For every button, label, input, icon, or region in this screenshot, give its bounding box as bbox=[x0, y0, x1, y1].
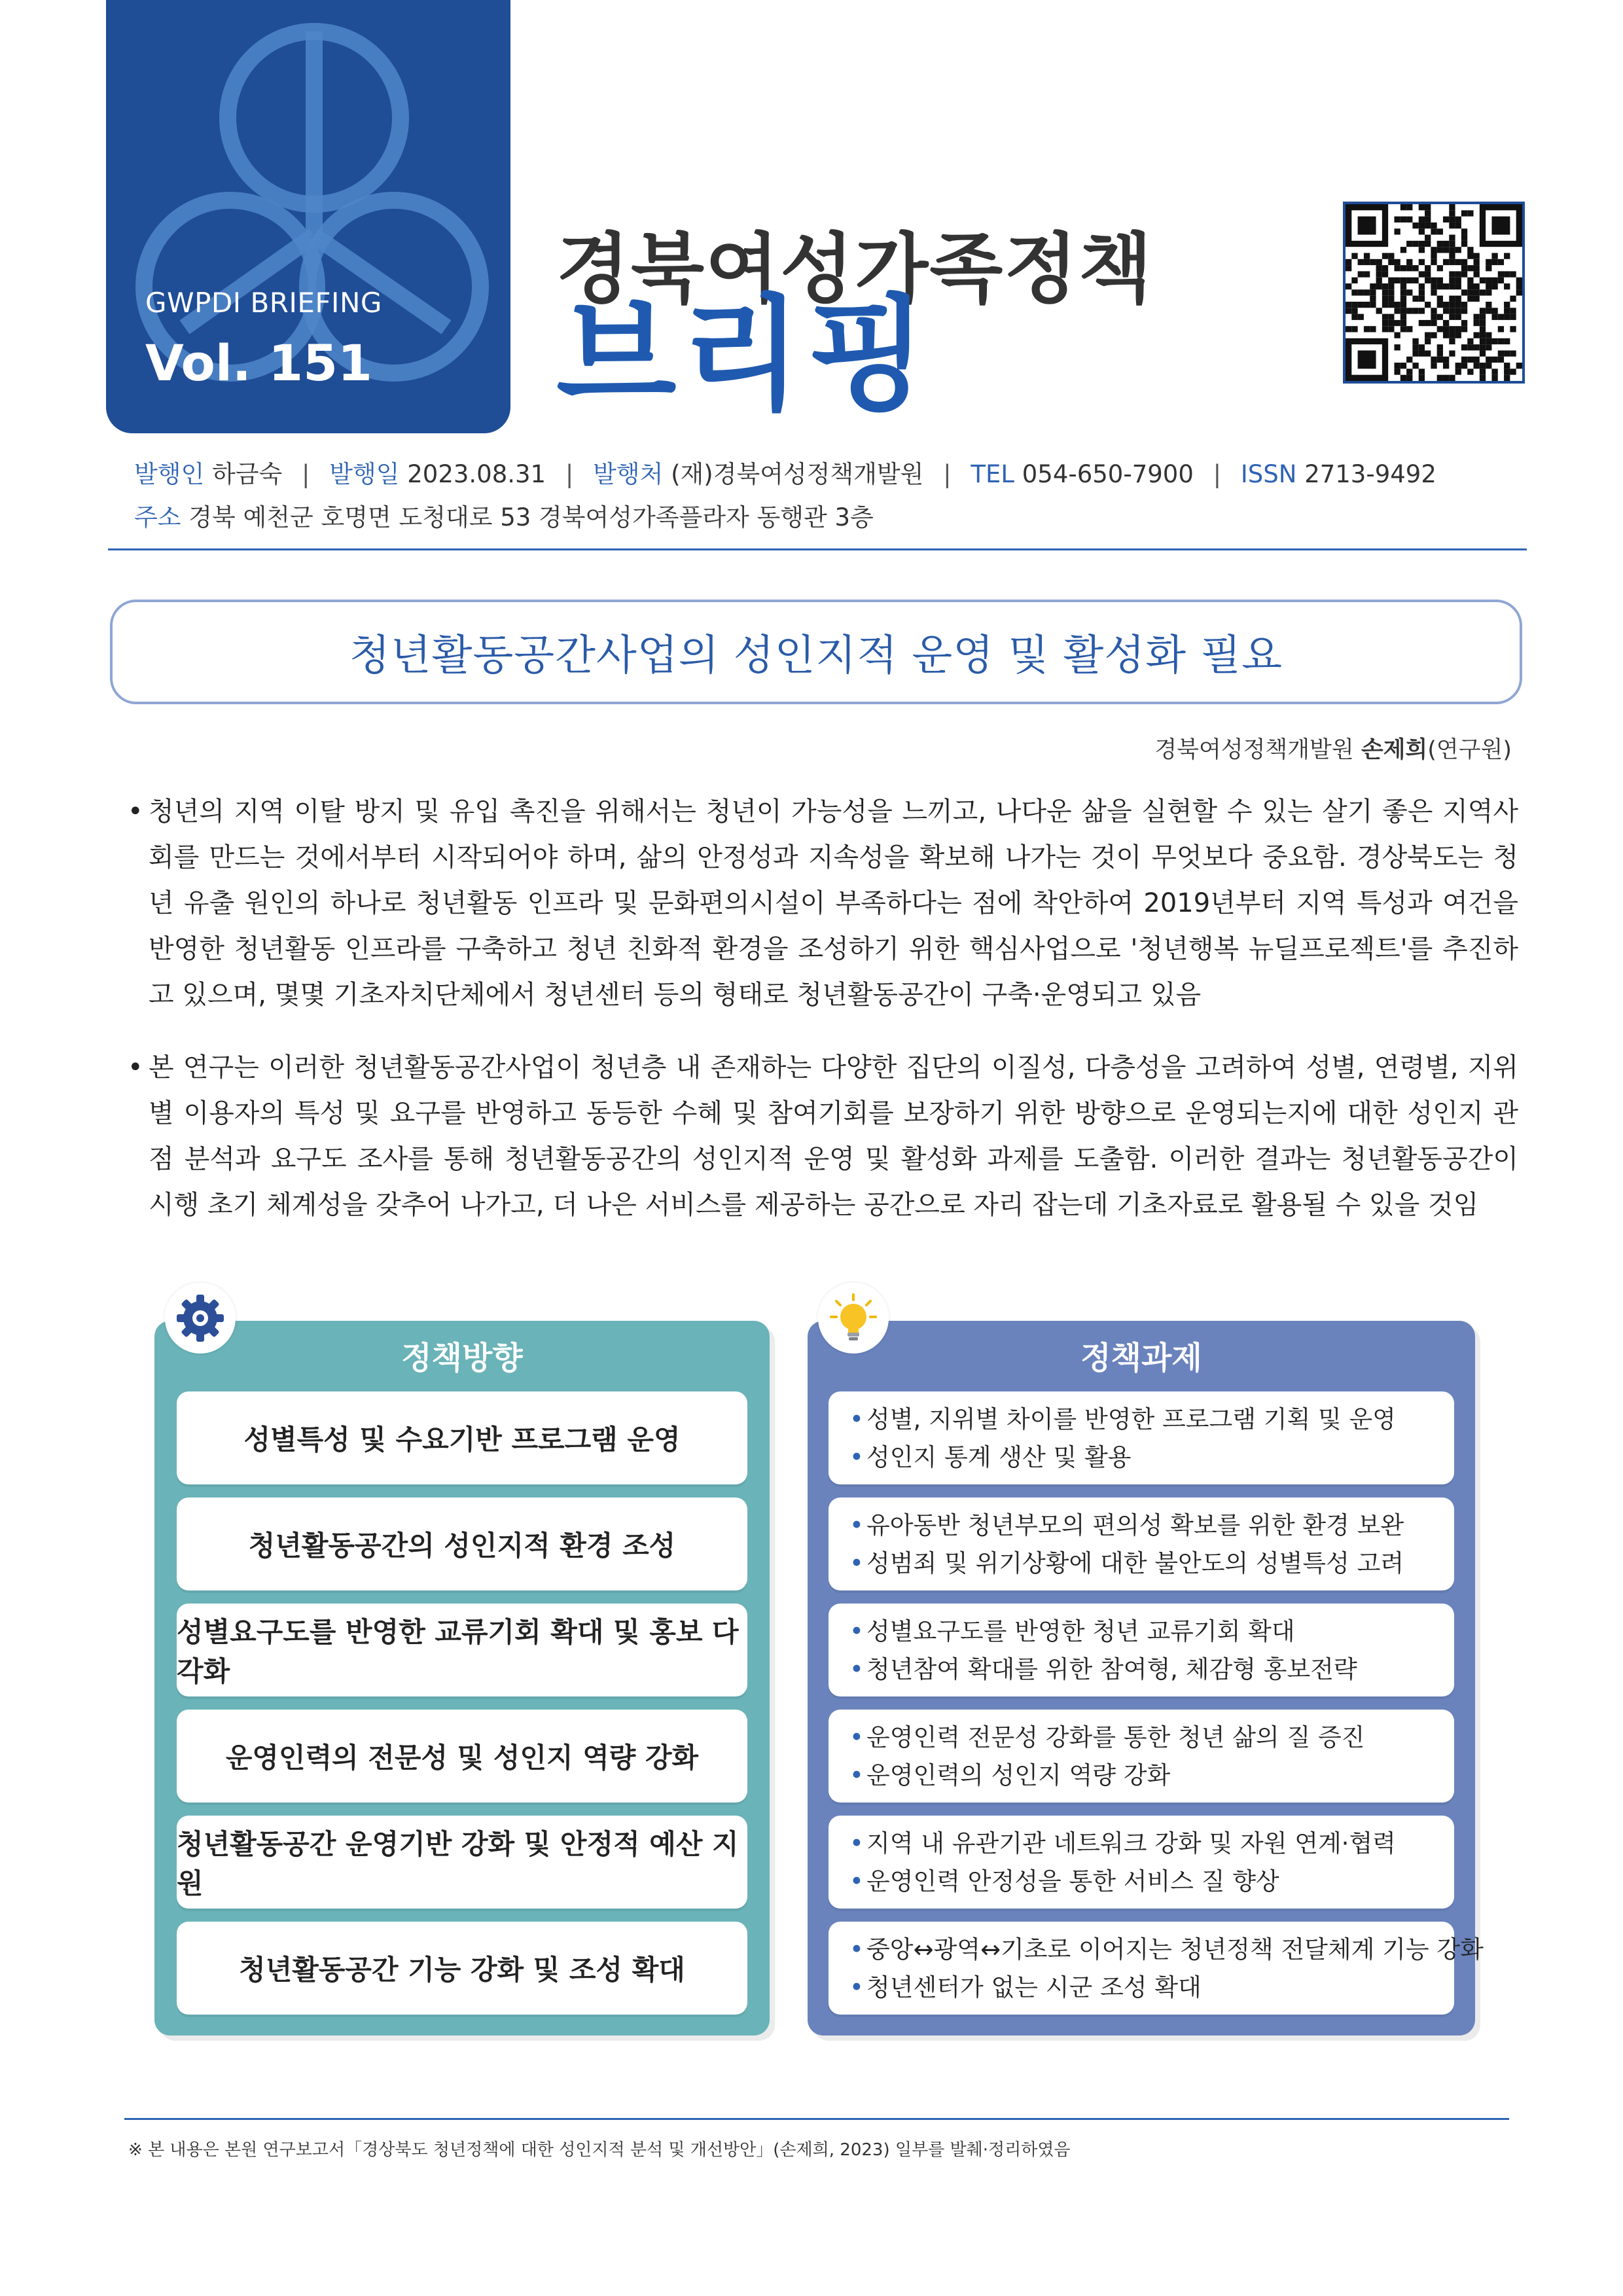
directions-title: 정책방향 bbox=[401, 1339, 523, 1376]
task-item: • 청년센터가 없는 시군 조성 확대 bbox=[853, 1969, 1454, 2007]
direction-item: 성별요구도를 반영한 교류기회 확대 및 홍보 다각화 bbox=[177, 1604, 747, 1696]
publication-meta bbox=[134, 454, 1436, 490]
summary-bullet: • 청년의 지역 이탈 방지 및 유입 촉진을 위해서는 청년이 가능성을 느끼고, 나다운 삶을 실현할 수 있는 살기 좋은 지역사회를 만드는 것에서부터 시작되어야 하며, 삶의 안정성과 지속성을 확보해 나가는 것이 무엇보다 중요함. 경상북도는 청년 유출 원인의 하나로 청년활동 인프라 및 문화편의시설이 부족하다는 점에 착안하여 2019년부터 지역 특성과 여건을 반영한 청년활동 인프라를 구축하고 청년 친화적 환경을 조성하기 위한 핵심사업으로 '청년행복 뉴딜프로젝트'를 추진하고 있으며, 몇몇 기초자치단체에서 청년센터 등의 형태로 청년활동공간이 구축·운영되고 있음 bbox=[128, 789, 1518, 1018]
policy-directions-panel bbox=[154, 1321, 770, 2036]
task-item: • 성범죄 및 위기상황에 대한 불안도의 성별특성 고려 bbox=[853, 1545, 1454, 1583]
date-label: 발행일 bbox=[329, 460, 400, 488]
issuer-label: 발행처 bbox=[593, 460, 664, 488]
issn-value: 2713-9492 bbox=[1304, 460, 1436, 488]
footer-divider bbox=[124, 2118, 1509, 2120]
qr-code-graphic bbox=[1346, 204, 1522, 381]
separator: | bbox=[943, 460, 952, 488]
task-item: • 성인지 통계 생산 및 활용 bbox=[853, 1439, 1454, 1477]
footnote: ※ 본 내용은 본원 연구보고서「경상북도 청년정책에 대한 성인지적 분석 및 개선방안」(손제희, 2023) 일부를 발췌·정리하였음 bbox=[128, 2140, 1071, 2160]
tel-label: TEL bbox=[971, 460, 1014, 488]
briefing-label: GWPDI BRIEFING bbox=[145, 287, 382, 319]
task-item: • 청년참여 확대를 위한 참여형, 체감형 홍보전략 bbox=[853, 1651, 1454, 1689]
task-item: • 성별요구도를 반영한 청년 교류기회 확대 bbox=[853, 1613, 1454, 1651]
byline bbox=[1154, 732, 1512, 764]
task-group bbox=[829, 1391, 1454, 1484]
direction-item: 성별특성 및 수요기반 프로그램 운영 bbox=[177, 1391, 747, 1484]
policy-tasks-panel bbox=[808, 1321, 1484, 2036]
address-value: 경북 예천군 호명면 도청대로 53 경북여성가족플라자 동행관 3층 bbox=[188, 503, 874, 531]
address-line bbox=[134, 497, 874, 533]
separator: | bbox=[1213, 460, 1222, 488]
task-item: • 운영인력 전문성 강화를 통한 청년 삶의 질 증진 bbox=[853, 1719, 1454, 1757]
tasks-icon-badge bbox=[818, 1283, 889, 1354]
task-group bbox=[829, 1922, 1484, 2015]
issn-label: ISSN bbox=[1240, 460, 1297, 488]
byline-role: (연구원) bbox=[1427, 737, 1512, 763]
task-item: • 운영인력 안정성을 통한 서비스 질 향상 bbox=[853, 1863, 1454, 1901]
publisher-label: 발행인 bbox=[134, 460, 205, 488]
byline-author: 손제희 bbox=[1361, 737, 1428, 763]
direction-item: 운영인력의 전문성 및 성인지 역량 강화 bbox=[177, 1710, 747, 1803]
byline-org: 경북여성정책개발원 bbox=[1154, 737, 1354, 763]
separator: | bbox=[565, 460, 574, 488]
tel-value: 054-650-7900 bbox=[1022, 460, 1194, 488]
publication-subtitle: 브리핑 bbox=[556, 283, 933, 427]
publication-title: 경북여성가족정책 bbox=[556, 225, 1154, 314]
header-divider bbox=[108, 548, 1527, 550]
qr-code[interactable] bbox=[1343, 202, 1525, 384]
lightbulb-icon bbox=[827, 1292, 880, 1344]
directions-icon-badge bbox=[165, 1283, 236, 1354]
task-item: • 유아동반 청년부모의 편의성 확보를 위한 환경 보완 bbox=[853, 1507, 1454, 1545]
task-group bbox=[829, 1816, 1454, 1909]
address-label: 주소 bbox=[134, 503, 181, 531]
headline-box bbox=[110, 600, 1522, 704]
tasks-title: 정책과제 bbox=[1080, 1339, 1202, 1376]
date-value: 2023.08.31 bbox=[407, 460, 546, 488]
task-group bbox=[829, 1498, 1454, 1590]
summary-bullet: • 본 연구는 이러한 청년활동공간사업이 청년층 내 존재하는 다양한 집단의 이질성, 다층성을 고려하여 성별, 연령별, 지위별 이용자의 특성 및 요구를 반영하고 동등한 수혜 및 참여기회를 보장하기 위한 방향으로 운영되는지에 대한 성인지 관점 분석과 요구도 조사를 통해 청년활동공간의 성인지적 운영 및 활성화 과제를 도출함. 이러한 결과는 청년활동공간이 시행 초기 체계성을 갖추어 나가고, 더 나은 서비스를 제공하는 공간으로 자리 잡는데 기초자료로 활용될 수 있을 것임 bbox=[128, 1045, 1518, 1228]
task-item: • 운영인력의 성인지 역량 강화 bbox=[853, 1757, 1454, 1795]
task-group bbox=[829, 1604, 1454, 1696]
separator: | bbox=[302, 460, 310, 488]
issuer-value: (재)경북여성정책개발원 bbox=[671, 460, 924, 488]
direction-item: 청년활동공간 기능 강화 및 조성 확대 bbox=[177, 1922, 747, 2015]
article-headline: 청년활동공간사업의 성인지적 운영 및 활성화 필요 bbox=[349, 632, 1283, 680]
direction-item: 청년활동공간 운영기반 강화 및 안정적 예산 지원 bbox=[177, 1816, 747, 1909]
task-item: • 지역 내 유관기관 네트워크 강화 및 자원 연계·협력 bbox=[853, 1825, 1454, 1863]
publisher-value: 하금숙 bbox=[212, 460, 283, 488]
direction-item: 청년활동공간의 성인지적 환경 조성 bbox=[177, 1498, 747, 1590]
task-item: • 성별, 지위별 차이를 반영한 프로그램 기획 및 운영 bbox=[853, 1401, 1454, 1439]
task-item: • 중앙↔광역↔기초로 이어지는 청년정책 전달체계 기능 강화 bbox=[853, 1931, 1454, 1969]
volume-number: Vol. 151 bbox=[145, 334, 372, 392]
task-group bbox=[829, 1710, 1454, 1803]
gear-icon bbox=[174, 1292, 226, 1344]
logo-block bbox=[106, 0, 510, 433]
